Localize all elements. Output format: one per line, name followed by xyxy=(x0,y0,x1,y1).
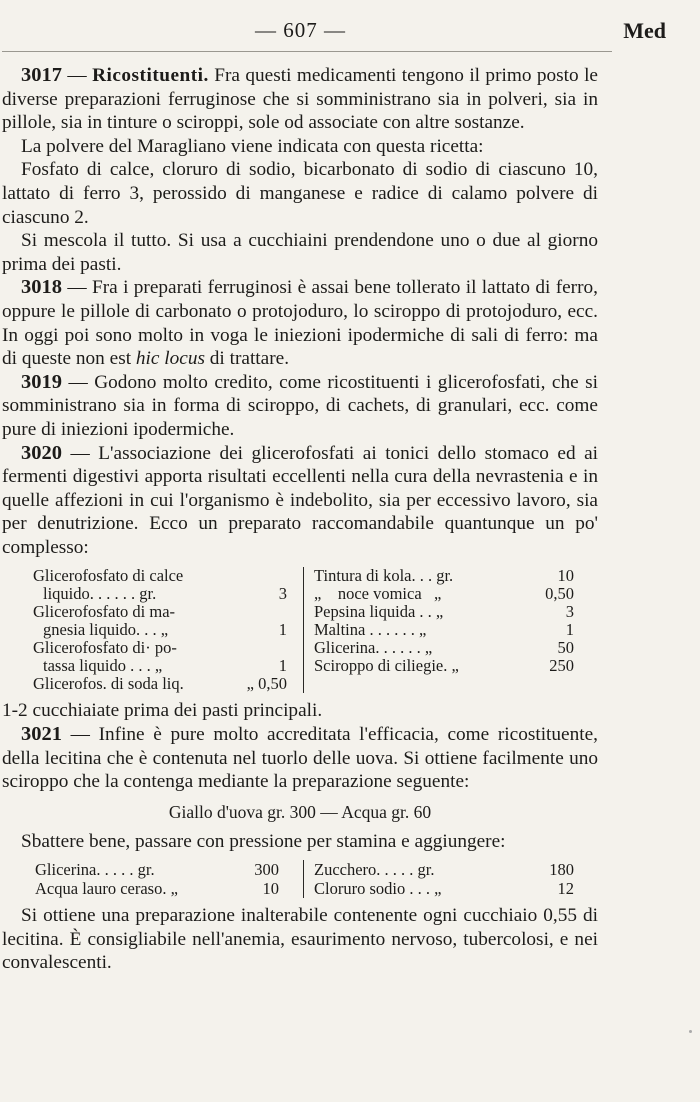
recipe-line-giallo: Giallo d'uova gr. 300 — Acqua gr. 60 xyxy=(168,801,432,822)
ingredient: tassa liquido . . . „ xyxy=(43,656,163,676)
ingredient: Zucchero. . . . . gr. xyxy=(314,860,435,880)
quantity: 50 xyxy=(557,638,574,658)
paragraph-text: — Godono molto credito, come ricostituenti i glicerofosfati, che si somministrano sia in forma di sciroppo, di cachets, di granulari, ecc. come pure di iniezioni ipodermiche. xyxy=(2,371,598,440)
italic-phrase: hic locus xyxy=(135,348,205,370)
recipe-row xyxy=(314,621,574,639)
ingredient: Maltina . . . . . . „ xyxy=(314,620,427,640)
page-speck xyxy=(689,1030,692,1033)
paragraph-text: — Fra i preparati ferruginosi è assai bene tollerato il lattato di ferro, oppure le pillole di carbonato o protojoduro, lo sciroppo di protojoduro, ecc. In oggi poi sono molto in voga le iniezioni ipodermiche di sali di ferro: ma di queste non est xyxy=(2,277,598,370)
paragraph-3017 xyxy=(2,64,598,135)
recipe-row xyxy=(314,567,574,585)
page-header xyxy=(0,14,700,44)
ingredient: liquido. . . . . . gr. xyxy=(43,584,157,604)
ingredient: „ noce vomica „ xyxy=(314,584,442,604)
section-number: 3021 xyxy=(21,723,62,746)
ingredient: Glicerofosfato di ma- xyxy=(33,602,176,622)
paragraph-maragliano: La polvere del Maragliano viene indicata con questa ricetta: xyxy=(21,135,484,157)
paragraph-text: Fra questi medicamenti tengono il primo posto le diverse preparazioni ferruginose che si somministrano sia in polveri, sia in pillole, sia in tinture o sciroppi, sole od associate con altre sostanze. xyxy=(2,65,598,134)
page-number: — 607 — xyxy=(255,18,346,42)
section-number: 3020 xyxy=(21,441,62,464)
ingredient: Acqua lauro ceraso. „ xyxy=(35,879,178,899)
recipe-row xyxy=(33,621,287,639)
ingredient: Tintura di kola. . . gr. xyxy=(314,566,454,586)
ingredient: Pepsina liquida . . „ xyxy=(314,602,444,622)
section-number: 3019 xyxy=(21,370,62,393)
recipe-column-right xyxy=(304,860,574,898)
quantity: 300 xyxy=(254,860,279,880)
recipe-row xyxy=(314,657,574,675)
recipe-row xyxy=(33,657,287,675)
quantity: 3 xyxy=(278,584,287,604)
paragraph-3019 xyxy=(2,371,598,442)
recipe-column-left xyxy=(2,567,304,693)
section-number: 3017 xyxy=(21,64,62,86)
running-head: Med xyxy=(623,18,666,43)
quantity: 12 xyxy=(557,879,574,899)
recipe-row xyxy=(33,603,287,621)
paragraph-text: — Infine è pure molto accreditata l'efficacia, come ricostituente, della lecitina che è contenuta nel tuorlo delle uova. Si ottiene facilmente uno sciroppo che la contenga mediante la preparazione seguente: xyxy=(2,724,598,793)
quantity: 1 xyxy=(565,620,574,640)
ingredient: Sciroppo di ciliegie. „ xyxy=(314,656,459,676)
recipe-row xyxy=(314,603,574,621)
recipe-column-left xyxy=(2,860,304,898)
paragraph-3018 xyxy=(2,276,598,370)
paragraph-text: di trattare. xyxy=(204,348,290,370)
quantity: 0,50 xyxy=(545,584,574,604)
ingredient: Glicerofosfato di calce xyxy=(33,566,184,586)
quantity: 10 xyxy=(557,566,574,586)
quantity: 250 xyxy=(549,656,574,676)
paragraph-sbattere: Sbattere bene, passare con pressione per stamina e aggiungere: xyxy=(21,831,506,853)
quantity: 10 xyxy=(262,879,279,899)
quantity: 1 xyxy=(278,656,287,676)
page-body xyxy=(2,64,598,975)
paragraph-fosfato: Fosfato di calce, cloruro di sodio, bicarbonato di sodio di ciascuno 10, lattato di ferro 3, perossido di manganese e radice di calamo polvere di ciascuno 2. xyxy=(2,159,598,228)
paragraph-mescola: Si mescola il tutto. Si usa a cucchiaini prendendone uno o due al giorno prima dei pasti. xyxy=(2,230,598,275)
paragraph-text: — L'associazione dei glicerofosfati ai tonici dello stomaco ed ai fermenti digestivi apporta risultati eccellenti nella cura della nevrastenia e in quelle affezioni in cui l'organismo è indebolito, sia per eccessivo lavoro, sia per denutrizione. Ecco un preparato raccomandabile quantunque un po' complesso: xyxy=(2,442,598,558)
quantity: 180 xyxy=(549,860,574,880)
recipe-row xyxy=(33,585,287,603)
recipe-row xyxy=(314,585,574,603)
section-number: 3018 xyxy=(21,276,62,299)
paragraph-cucchiaiate: 1-2 cucchiaiate prima dei pasti principali. xyxy=(2,700,323,722)
recipe-row xyxy=(33,567,287,585)
recipe-row xyxy=(33,639,287,657)
recipe-row xyxy=(35,860,279,879)
paragraph-3020 xyxy=(2,442,598,560)
quantity: 3 xyxy=(565,602,574,622)
ingredient: gnesia liquido. . . „ xyxy=(43,620,169,640)
recipe-table-lecitina xyxy=(2,860,598,898)
ingredient: Glicerina. . . . . . „ xyxy=(314,638,433,658)
ingredient: Glicerina. . . . . gr. xyxy=(35,860,155,880)
section-title: Ricostituenti. xyxy=(92,65,209,86)
ingredient: Glicerofosfato di· po- xyxy=(33,638,177,658)
header-rule xyxy=(2,51,612,52)
recipe-table-glicerofosfati xyxy=(2,567,598,693)
recipe-row xyxy=(314,879,574,898)
recipe-row xyxy=(314,860,574,879)
ingredient: Cloruro sodio . . . „ xyxy=(314,879,442,899)
recipe-row xyxy=(314,639,574,657)
paragraph-final: Si ottiene una preparazione inalterabile contenente ogni cucchiaio 0,55 di lecitina. È consigliabile nell'anemia, esaurimento nervoso, tubercolosi, e nei convalescenti. xyxy=(2,905,598,974)
recipe-column-right xyxy=(304,567,574,693)
quantity: 1 xyxy=(278,620,287,640)
recipe-row xyxy=(33,675,287,693)
paragraph-3021 xyxy=(2,723,598,794)
recipe-row xyxy=(35,879,279,898)
ingredient: Glicerofos. di soda liq. xyxy=(33,674,184,694)
dash: — xyxy=(62,65,93,86)
quantity: „ 0,50 xyxy=(246,674,287,694)
